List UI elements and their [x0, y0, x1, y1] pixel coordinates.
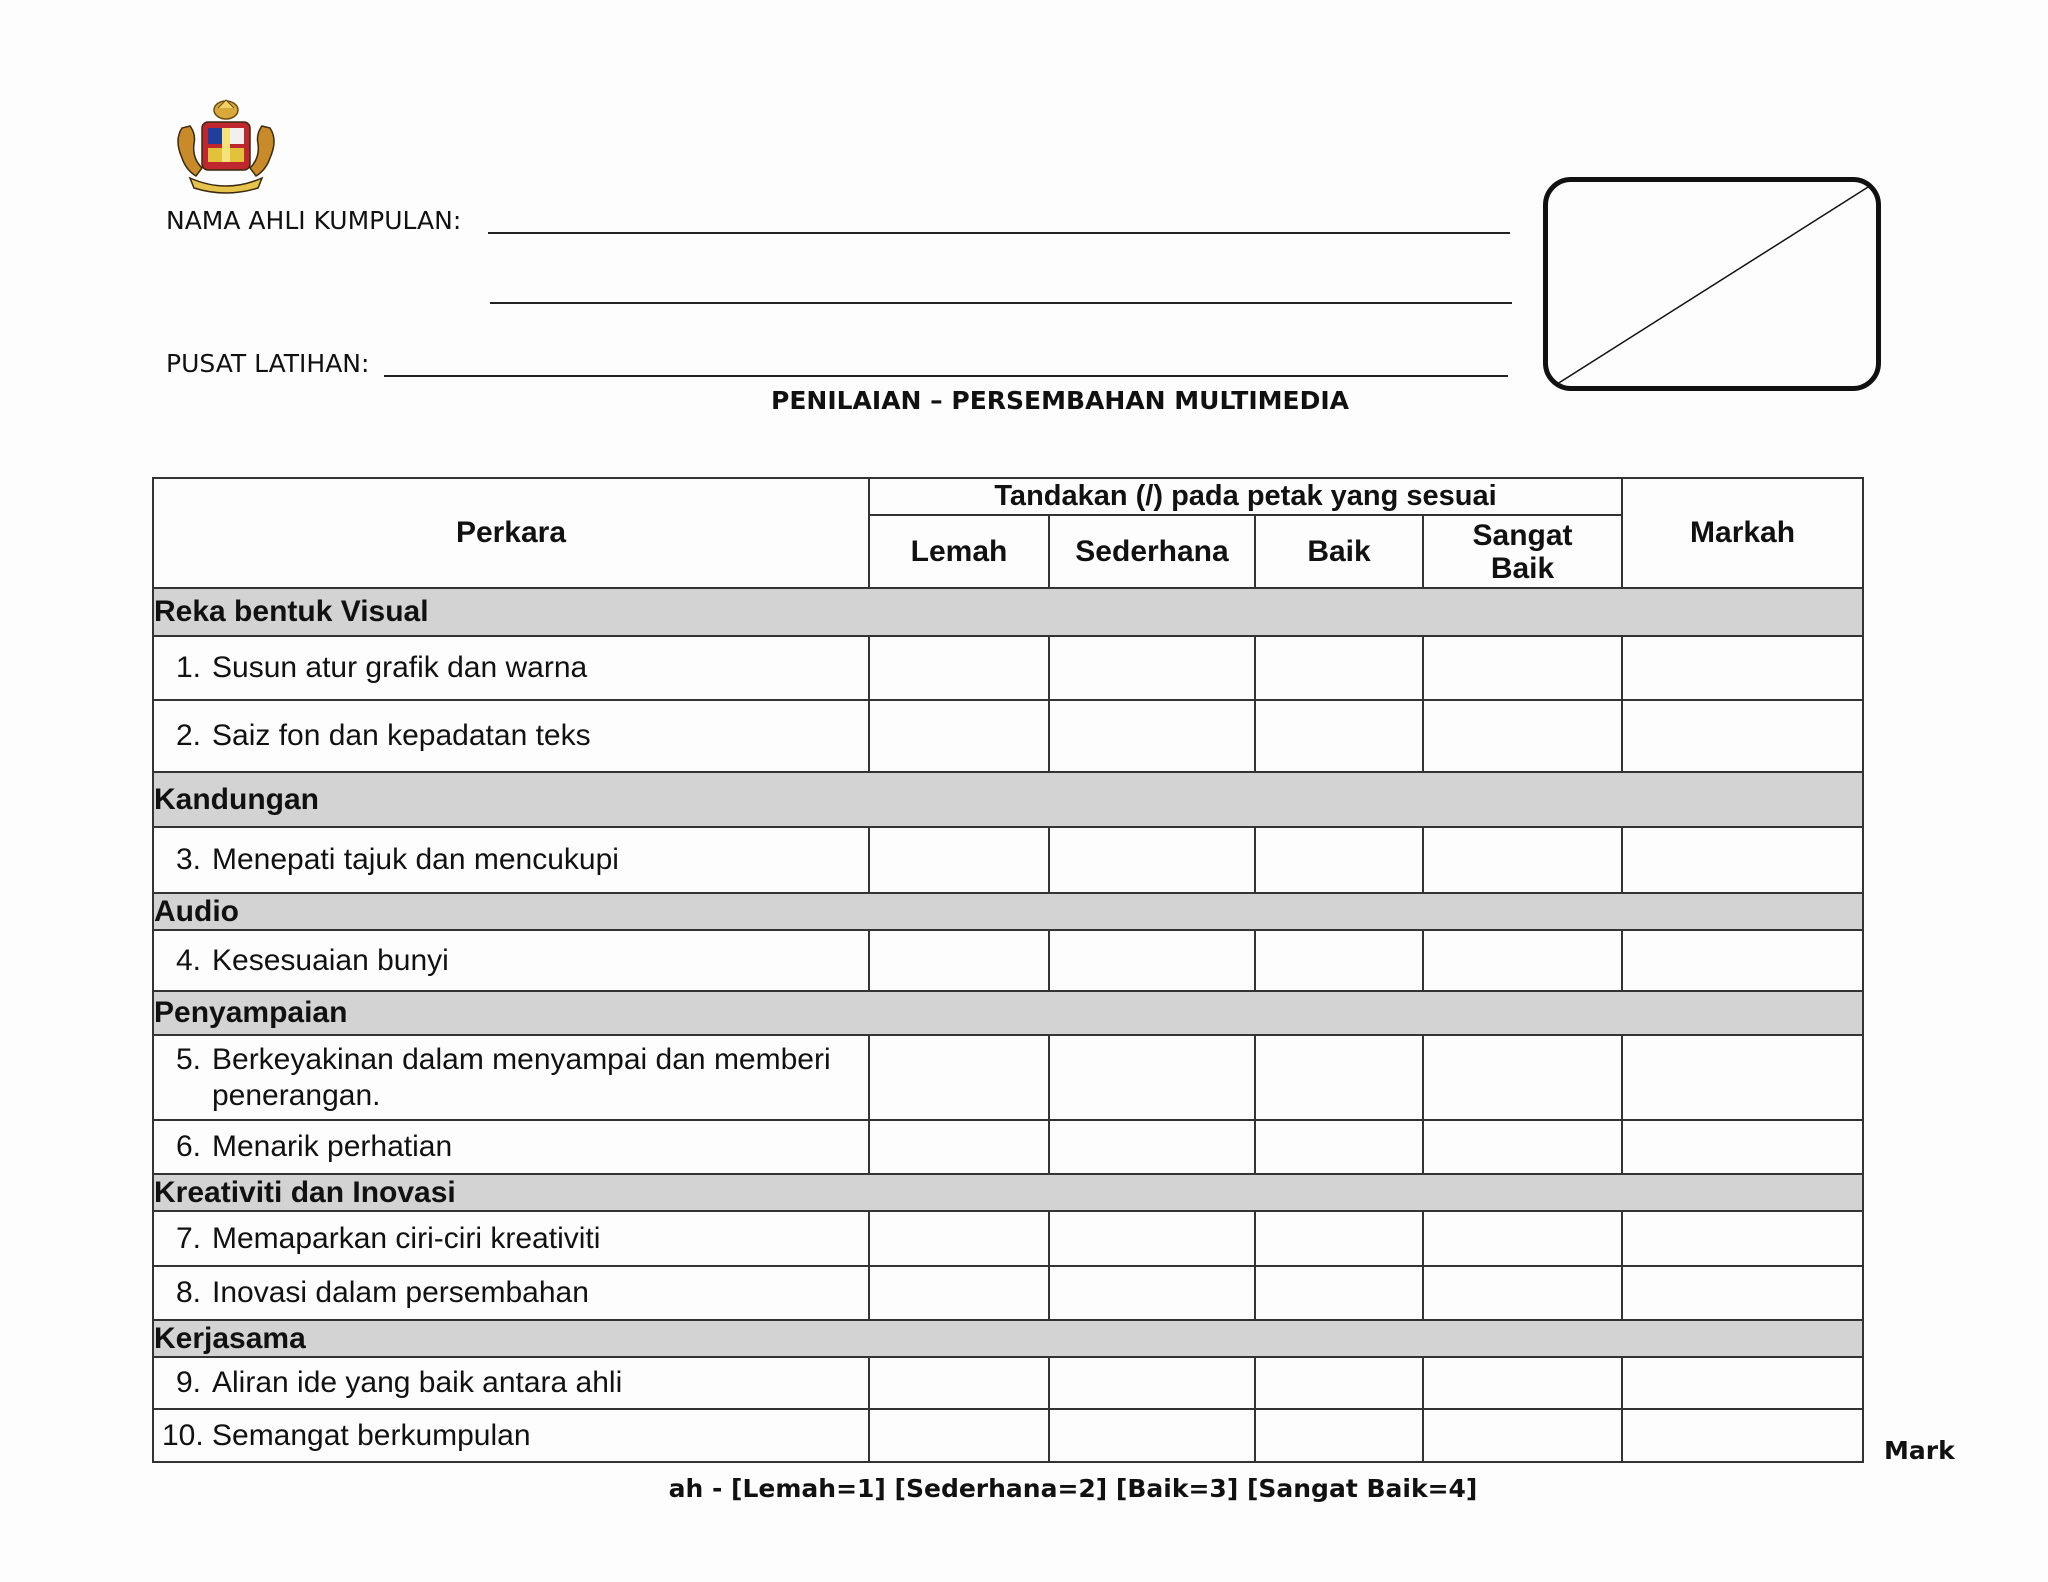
- item-label: 8. Inovasi dalam persembahan: [153, 1266, 869, 1320]
- cell-markah[interactable]: [1622, 1409, 1863, 1462]
- header-sangat-baik-line2: Baik: [1490, 551, 1555, 585]
- cell-baik[interactable]: [1255, 1266, 1423, 1320]
- cell-markah[interactable]: [1622, 1211, 1863, 1266]
- cell-lemah[interactable]: [869, 1035, 1049, 1120]
- footer-mark-fragment: Mark: [1884, 1436, 1955, 1465]
- training-center-line[interactable]: [384, 375, 1508, 377]
- table-row: [153, 827, 1863, 893]
- header-tandakan: Tandakan (/) pada petak yang sesuai: [869, 478, 1622, 515]
- cell-sangat-baik[interactable]: [1423, 1409, 1622, 1462]
- members-line-2[interactable]: [490, 302, 1512, 304]
- cell-sederhana[interactable]: [1049, 827, 1255, 893]
- cell-markah[interactable]: [1622, 1035, 1863, 1120]
- cell-lemah[interactable]: [869, 1211, 1049, 1266]
- section-title: Reka bentuk Visual: [153, 588, 1863, 636]
- section-row: [153, 772, 1863, 827]
- cell-sangat-baik[interactable]: [1423, 930, 1622, 991]
- footer-scale-note: ah - [Lemah=1] [Sederhana=2] [Baik=3] [Sangat Baik=4]: [668, 1474, 1478, 1503]
- cell-lemah[interactable]: [869, 827, 1049, 893]
- cell-sangat-baik[interactable]: [1423, 1357, 1622, 1409]
- cell-baik[interactable]: [1255, 930, 1423, 991]
- cell-baik[interactable]: [1255, 1409, 1423, 1462]
- section-title: Kreativiti dan Inovasi: [153, 1174, 1863, 1211]
- item-label: 6. Menarik perhatian: [153, 1120, 869, 1174]
- item-label: 5. Berkeyakinan dalam menyampai dan memberi penerangan.: [153, 1035, 869, 1120]
- cell-lemah[interactable]: [869, 1357, 1049, 1409]
- cell-lemah[interactable]: [869, 1409, 1049, 1462]
- cell-sederhana[interactable]: [1049, 930, 1255, 991]
- rubric-table: [152, 477, 1864, 1463]
- section-title: Audio: [153, 893, 1863, 930]
- cell-sederhana[interactable]: [1049, 1120, 1255, 1174]
- cell-markah[interactable]: [1622, 1266, 1863, 1320]
- section-row: [153, 1320, 1863, 1357]
- table-row: [153, 1211, 1863, 1266]
- cell-sederhana[interactable]: [1049, 1266, 1255, 1320]
- cell-sederhana[interactable]: [1049, 636, 1255, 700]
- cell-markah[interactable]: [1622, 636, 1863, 700]
- cell-baik[interactable]: [1255, 1211, 1423, 1266]
- table-row: [153, 700, 1863, 772]
- item-label: 2. Saiz fon dan kepadatan teks: [153, 700, 869, 772]
- cell-lemah[interactable]: [869, 700, 1049, 772]
- cell-sangat-baik[interactable]: [1423, 1211, 1622, 1266]
- cell-sangat-baik[interactable]: [1423, 1266, 1622, 1320]
- members-label: NAMA AHLI KUMPULAN:: [166, 206, 462, 235]
- header-sederhana: Sederhana: [1049, 515, 1255, 588]
- table-row: [153, 1035, 1863, 1120]
- cell-sangat-baik[interactable]: [1423, 700, 1622, 772]
- section-row: [153, 893, 1863, 930]
- section-row: [153, 991, 1863, 1035]
- cell-lemah[interactable]: [869, 930, 1049, 991]
- cell-markah[interactable]: [1622, 1357, 1863, 1409]
- table-row: [153, 1357, 1863, 1409]
- cell-markah[interactable]: [1622, 930, 1863, 991]
- cell-sangat-baik[interactable]: [1423, 1035, 1622, 1120]
- section-title: Kandungan: [153, 772, 1863, 827]
- header-markah: Markah: [1622, 478, 1863, 588]
- cell-sederhana[interactable]: [1049, 1035, 1255, 1120]
- score-box-diagonal: [1548, 182, 1876, 386]
- table-row: [153, 1409, 1863, 1462]
- cell-baik[interactable]: [1255, 1357, 1423, 1409]
- cell-sangat-baik[interactable]: [1423, 827, 1622, 893]
- cell-baik[interactable]: [1255, 1035, 1423, 1120]
- item-label: 4. Kesesuaian bunyi: [153, 930, 869, 991]
- header-baik: Baik: [1255, 515, 1423, 588]
- cell-lemah[interactable]: [869, 636, 1049, 700]
- table-row: [153, 1120, 1863, 1174]
- section-row: [153, 588, 1863, 636]
- members-line-1[interactable]: [488, 232, 1510, 234]
- section-title: Penyampaian: [153, 991, 1863, 1035]
- training-center-label: PUSAT LATIHAN:: [166, 349, 370, 378]
- table-row: [153, 930, 1863, 991]
- section-row: [153, 1174, 1863, 1211]
- cell-baik[interactable]: [1255, 636, 1423, 700]
- header-sangat-baik: [1423, 515, 1622, 588]
- item-label: 9. Aliran ide yang baik antara ahli: [153, 1357, 869, 1409]
- cell-lemah[interactable]: [869, 1120, 1049, 1174]
- item-label: 1. Susun atur grafik dan warna: [153, 636, 869, 700]
- cell-baik[interactable]: [1255, 700, 1423, 772]
- table-row: [153, 636, 1863, 700]
- cell-sangat-baik[interactable]: [1423, 636, 1622, 700]
- header-sangat-baik-line1: Sangat: [1472, 518, 1573, 552]
- cell-baik[interactable]: [1255, 1120, 1423, 1174]
- section-title: Kerjasama: [153, 1320, 1863, 1357]
- coat-of-arms-logo: [168, 98, 284, 194]
- score-box[interactable]: [1543, 177, 1881, 391]
- cell-sangat-baik[interactable]: [1423, 1120, 1622, 1174]
- header-perkara: Perkara: [153, 478, 869, 588]
- item-label: 10. Semangat berkumpulan: [153, 1409, 869, 1462]
- header-lemah: Lemah: [869, 515, 1049, 588]
- page-title: PENILAIAN – PERSEMBAHAN MULTIMEDIA: [771, 386, 1349, 415]
- cell-sederhana[interactable]: [1049, 1357, 1255, 1409]
- cell-markah[interactable]: [1622, 1120, 1863, 1174]
- cell-sederhana[interactable]: [1049, 1409, 1255, 1462]
- cell-baik[interactable]: [1255, 827, 1423, 893]
- cell-lemah[interactable]: [869, 1266, 1049, 1320]
- cell-sederhana[interactable]: [1049, 700, 1255, 772]
- cell-sederhana[interactable]: [1049, 1211, 1255, 1266]
- table-row: [153, 1266, 1863, 1320]
- item-label: 3. Menepati tajuk dan mencukupi: [153, 827, 869, 893]
- cell-markah[interactable]: [1622, 827, 1863, 893]
- item-label: 7. Memaparkan ciri-ciri kreativiti: [153, 1211, 869, 1266]
- cell-markah[interactable]: [1622, 700, 1863, 772]
